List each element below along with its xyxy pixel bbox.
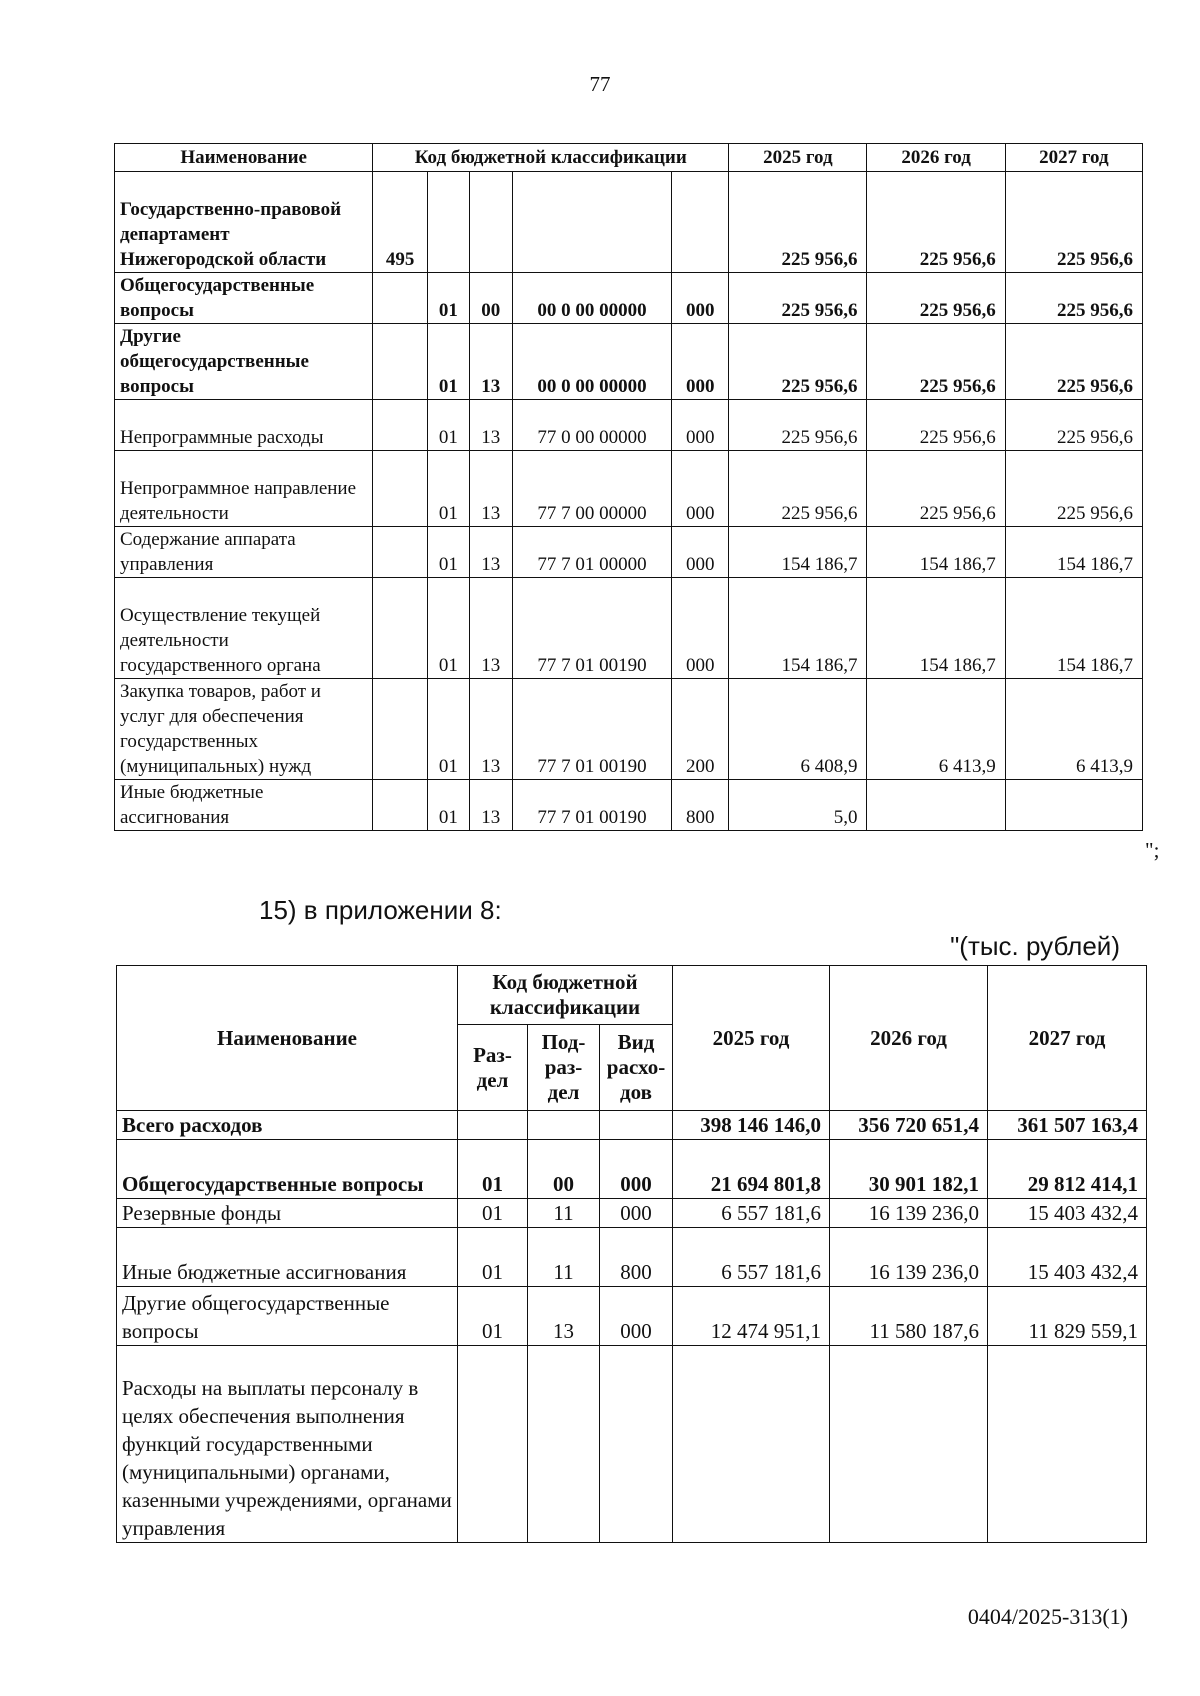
cell-2025: 225 956,6 [729, 324, 867, 400]
row-name: Расходы на выплаты персоналу в целях обеспечения выполнения функций государственными (муниципальными) органами, казенными учреждениями, органами управления [117, 1346, 458, 1543]
cell-2026: 154 186,7 [867, 527, 1005, 578]
cell-2026: 356 720 651,4 [830, 1111, 988, 1140]
cell-2027: 29 812 414,1 [988, 1140, 1147, 1199]
cell-2025: 12 474 951,1 [673, 1287, 830, 1346]
table-row [117, 1140, 1147, 1199]
cell-rz: 01 [458, 1199, 528, 1228]
departmental-structure-table [114, 143, 1143, 831]
cell-2026: 225 956,6 [867, 451, 1005, 527]
row-name: Другие общегосударственные вопросы [115, 324, 373, 400]
cell-2026: 154 186,7 [867, 578, 1005, 679]
cell-vr: 000 [600, 1140, 673, 1199]
table-header-row [117, 966, 1147, 1025]
cell-csr: 00 0 00 00000 [512, 273, 672, 324]
cell-2025: 154 186,7 [729, 527, 867, 578]
table-row [117, 1287, 1147, 1346]
cell-2026: 225 956,6 [867, 324, 1005, 400]
cell-ved: 495 [373, 172, 428, 273]
cell-vr: 000 [672, 400, 729, 451]
cell-2027: 154 186,7 [1005, 578, 1142, 679]
row-name: Общегосударственные вопросы [115, 273, 373, 324]
cell-2026: 16 139 236,0 [830, 1228, 988, 1287]
cell-csr: 77 7 01 00190 [512, 780, 672, 831]
cell-2025: 6 408,9 [729, 679, 867, 780]
cell-pr: 13 [528, 1287, 600, 1346]
header-subsection: Под-раз-дел [528, 1025, 600, 1111]
cell-rz: 01 [427, 578, 469, 679]
row-name: Другие общегосударственные вопросы [117, 1287, 458, 1346]
cell-pr: 13 [469, 400, 512, 451]
header-2027: 2027 год [988, 966, 1147, 1111]
cell-vr: 000 [600, 1287, 673, 1346]
cell-rz: 01 [458, 1287, 528, 1346]
cell-vr: 000 [672, 527, 729, 578]
header-expense-type: Вид расхо-дов [600, 1025, 673, 1111]
cell-2026: 225 956,6 [867, 172, 1005, 273]
cell-2026: 16 139 236,0 [830, 1199, 988, 1228]
cell-rz: 01 [427, 273, 469, 324]
header-name: Наименование [117, 966, 458, 1111]
table-row [117, 1228, 1147, 1287]
cell-2025 [673, 1346, 830, 1543]
table-row [117, 1111, 1147, 1140]
cell-ved [373, 679, 428, 780]
cell-2027: 225 956,6 [1005, 400, 1142, 451]
cell-pr: 13 [469, 679, 512, 780]
cell-2027: 6 413,9 [1005, 679, 1142, 780]
section-heading: 15) в приложении 8: [259, 895, 502, 925]
header-budget-code: Код бюджетной классификации [458, 966, 673, 1025]
table-row [117, 1346, 1147, 1543]
row-name: Осуществление текущей деятельности государственного органа [115, 578, 373, 679]
cell-rz [458, 1346, 528, 1543]
cell-vr: 000 [672, 324, 729, 400]
table-row [115, 273, 1143, 324]
header-2027: 2027 год [1005, 144, 1142, 172]
cell-rz: 01 [458, 1228, 528, 1287]
cell-rz: 01 [427, 679, 469, 780]
cell-2026: 11 580 187,6 [830, 1287, 988, 1346]
cell-2027: 15 403 432,4 [988, 1228, 1147, 1287]
cell-pr: 13 [469, 527, 512, 578]
header-2025: 2025 год [729, 144, 867, 172]
page-number: 77 [589, 72, 611, 96]
cell-vr: 000 [600, 1199, 673, 1228]
row-name: Иные бюджетные ассигнования [115, 780, 373, 831]
row-name: Непрограммные расходы [115, 400, 373, 451]
table-row [115, 324, 1143, 400]
cell-2025: 154 186,7 [729, 578, 867, 679]
header-budget-code: Код бюджетной классификации [373, 144, 729, 172]
cell-vr [600, 1111, 673, 1140]
row-name: Непрограммное направление деятельности [115, 451, 373, 527]
row-name: Содержание аппарата управления [115, 527, 373, 578]
cell-ved [373, 273, 428, 324]
cell-pr [528, 1346, 600, 1543]
cell-vr: 800 [600, 1228, 673, 1287]
table-row [115, 679, 1143, 780]
cell-rz [458, 1111, 528, 1140]
cell-2026: 225 956,6 [867, 273, 1005, 324]
row-name: Закупка товаров, работ и услуг для обеспечения государственных (муниципальных) нужд [115, 679, 373, 780]
row-name: Иные бюджетные ассигнования [117, 1228, 458, 1287]
cell-2027: 154 186,7 [1005, 527, 1142, 578]
row-name: Общегосударственные вопросы [117, 1140, 458, 1199]
functional-classification-table [116, 965, 1147, 1543]
cell-2025: 5,0 [729, 780, 867, 831]
cell-2027: 361 507 163,4 [988, 1111, 1147, 1140]
cell-rz: 01 [427, 324, 469, 400]
document-code: 0404/2025-313(1) [967, 1604, 1128, 1629]
header-2026: 2026 год [867, 144, 1005, 172]
cell-vr [600, 1346, 673, 1543]
header-2026: 2026 год [830, 966, 988, 1111]
cell-2027 [988, 1346, 1147, 1543]
cell-ved [373, 400, 428, 451]
cell-2025: 225 956,6 [729, 273, 867, 324]
cell-pr: 11 [528, 1199, 600, 1228]
cell-pr: 13 [469, 451, 512, 527]
cell-2025: 21 694 801,8 [673, 1140, 830, 1199]
cell-2026: 6 413,9 [867, 679, 1005, 780]
header-2025: 2025 год [673, 966, 830, 1111]
cell-2025: 225 956,6 [729, 400, 867, 451]
cell-rz: 01 [427, 451, 469, 527]
cell-2027: 225 956,6 [1005, 451, 1142, 527]
cell-2027: 11 829 559,1 [988, 1287, 1147, 1346]
cell-csr: 77 7 01 00190 [512, 679, 672, 780]
cell-vr: 000 [672, 451, 729, 527]
cell-csr: 77 7 00 00000 [512, 451, 672, 527]
cell-ved [373, 451, 428, 527]
row-name: Резервные фонды [117, 1199, 458, 1228]
cell-csr: 77 7 01 00190 [512, 578, 672, 679]
cell-csr [512, 172, 672, 273]
cell-rz [427, 172, 469, 273]
cell-vr [672, 172, 729, 273]
table-row [115, 780, 1143, 831]
row-name: Государственно-правовой департамент Нижегородской области [115, 172, 373, 273]
cell-pr [469, 172, 512, 273]
cell-pr: 13 [469, 780, 512, 831]
cell-2026 [830, 1346, 988, 1543]
cell-rz: 01 [427, 400, 469, 451]
cell-2027: 225 956,6 [1005, 172, 1142, 273]
cell-ved [373, 324, 428, 400]
cell-pr: 00 [528, 1140, 600, 1199]
table-row [117, 1199, 1147, 1228]
cell-rz: 01 [458, 1140, 528, 1199]
table-row [115, 400, 1143, 451]
closing-quote-mark: "; [1145, 838, 1160, 862]
cell-csr: 00 0 00 00000 [512, 324, 672, 400]
row-name: Всего расходов [117, 1111, 458, 1140]
cell-2027: 15 403 432,4 [988, 1199, 1147, 1228]
cell-2026: 30 901 182,1 [830, 1140, 988, 1199]
cell-2026: 225 956,6 [867, 400, 1005, 451]
cell-ved [373, 527, 428, 578]
table-row [115, 578, 1143, 679]
table-row [115, 451, 1143, 527]
cell-2026 [867, 780, 1005, 831]
cell-pr: 11 [528, 1228, 600, 1287]
cell-vr: 000 [672, 578, 729, 679]
cell-2025: 225 956,6 [729, 451, 867, 527]
cell-2025: 398 146 146,0 [673, 1111, 830, 1140]
cell-pr: 00 [469, 273, 512, 324]
cell-ved [373, 780, 428, 831]
cell-pr: 13 [469, 324, 512, 400]
cell-vr: 200 [672, 679, 729, 780]
cell-2025: 225 956,6 [729, 172, 867, 273]
cell-vr: 800 [672, 780, 729, 831]
cell-2027 [1005, 780, 1142, 831]
cell-rz: 01 [427, 780, 469, 831]
table-row [115, 172, 1143, 273]
cell-2025: 6 557 181,6 [673, 1228, 830, 1287]
header-name: Наименование [115, 144, 373, 172]
cell-csr: 77 7 01 00000 [512, 527, 672, 578]
table-header-row [115, 144, 1143, 172]
header-section: Раз-дел [458, 1025, 528, 1111]
cell-vr: 000 [672, 273, 729, 324]
cell-2027: 225 956,6 [1005, 324, 1142, 400]
cell-pr: 13 [469, 578, 512, 679]
cell-pr [528, 1111, 600, 1140]
table-row [115, 527, 1143, 578]
cell-2027: 225 956,6 [1005, 273, 1142, 324]
cell-csr: 77 0 00 00000 [512, 400, 672, 451]
units-note: "(тыс. рублей) [950, 931, 1120, 961]
cell-ved [373, 578, 428, 679]
cell-2025: 6 557 181,6 [673, 1199, 830, 1228]
cell-rz: 01 [427, 527, 469, 578]
